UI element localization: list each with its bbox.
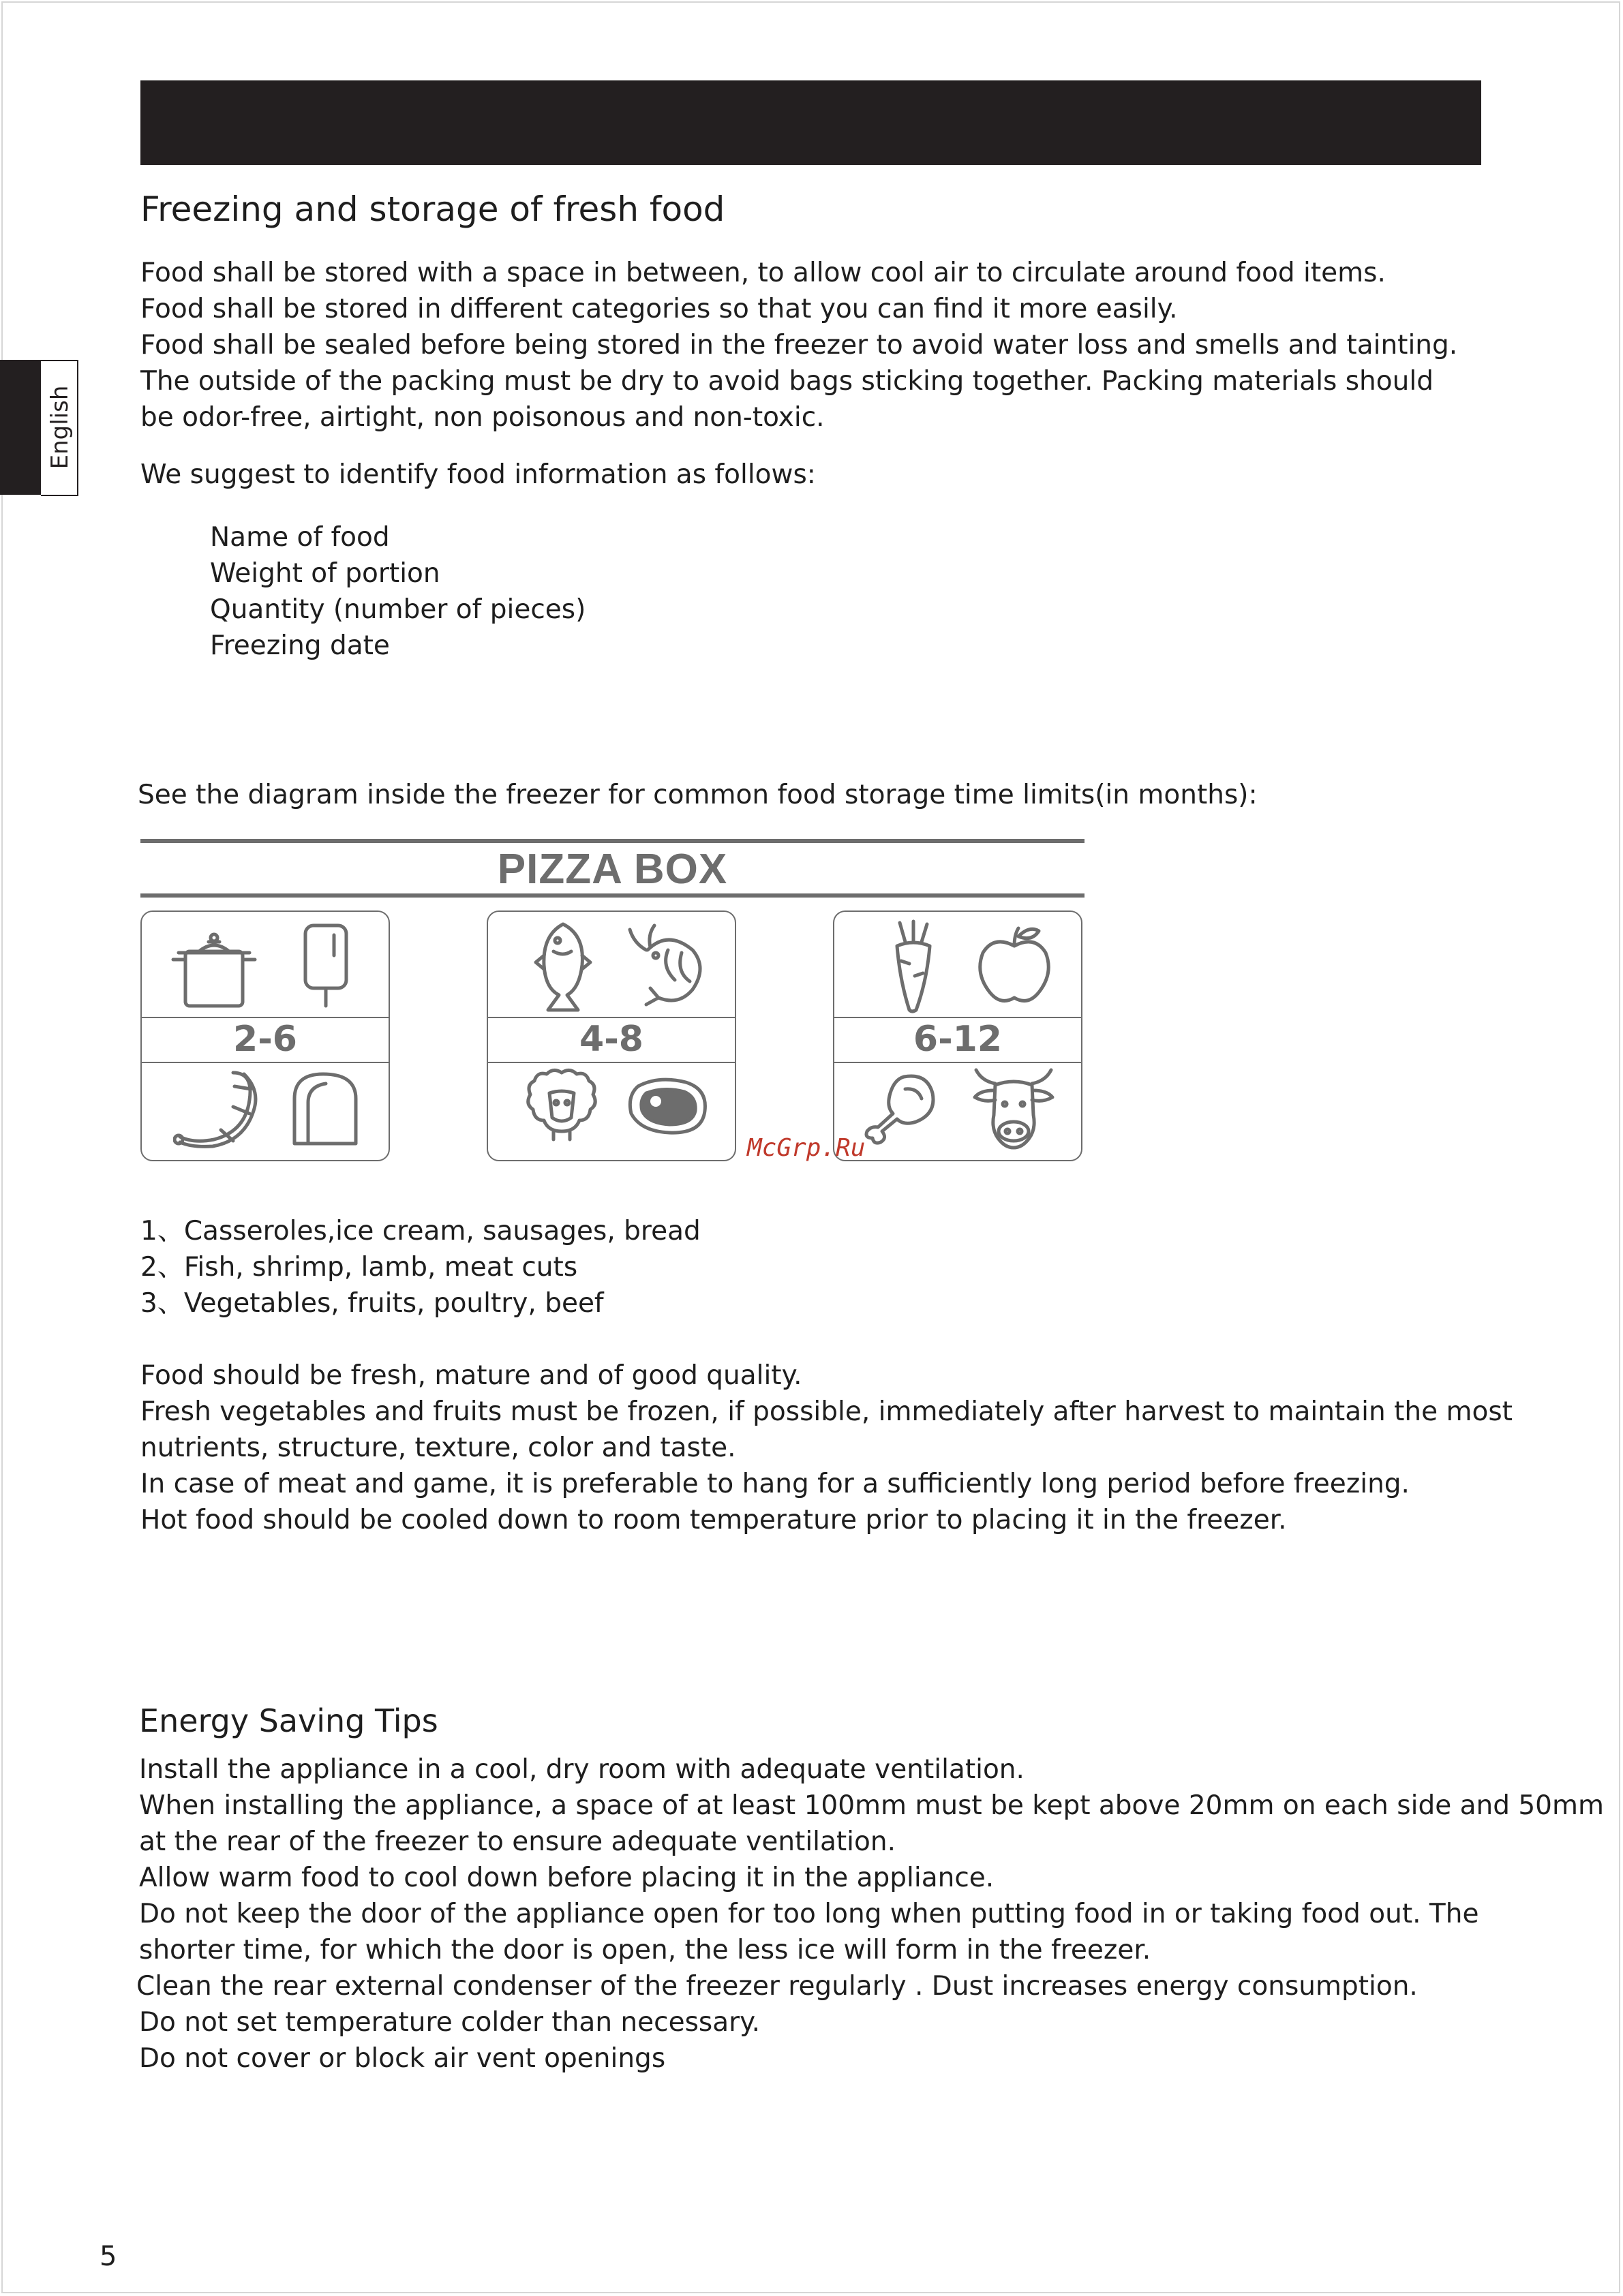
poultry-icon (862, 1069, 941, 1152)
paragraph-line: nutrients, structure, texture, color and taste. (140, 1433, 736, 1463)
paragraph-line: Food shall be stored in different categories so that you can find it more easily. (140, 294, 1178, 324)
legend-item: 3、Vegetables, fruits, poultry, beef (140, 1288, 604, 1319)
diagram-intro: See the diagram inside the freezer for common food storage time limits(in months): (138, 780, 1258, 810)
paragraph-line: Food shall be sealed before being stored in the freezer to avoid water loss and smells and tainting. (140, 330, 1458, 361)
freezing-paragraph (140, 255, 1457, 435)
section-title-freezing: Freezing and storage of fresh food (140, 189, 725, 229)
suggest-text: We suggest to identify food information as follows: (140, 459, 816, 490)
storage-box-3 (833, 910, 1082, 1161)
paragraph-line: at the rear of the freezer to ensure adequate ventilation. (139, 1826, 896, 1857)
lamb-icon (524, 1066, 600, 1142)
paragraph-line: shorter time, for which the door is open, the less ice will form in the freezer. (139, 1935, 1151, 1965)
watermark: McGrp.Ru (747, 1134, 866, 1162)
storage-legend (140, 1213, 701, 1321)
language-tab (0, 360, 78, 495)
paragraph-line: Install the appliance in a cool, dry room with adequate ventilation. (139, 1754, 1025, 1785)
list-item: Name of food (210, 522, 390, 553)
paragraph-line: Food shall be stored with a space in between, to allow cool air to circulate around food items. (140, 258, 1386, 288)
storage-range-2: 4-8 (579, 1019, 643, 1060)
paragraph-line: Fresh vegetables and fruits must be frozen, if possible, immediately after harvest to maintain the most (140, 1396, 1513, 1427)
paragraph-line: When installing the appliance, a space of at least 100mm must be kept above 20mm on each side and 50mm (139, 1790, 1604, 1821)
section-title-energy: Energy Saving Tips (139, 1702, 438, 1739)
storage-box-1 (140, 910, 390, 1161)
storage-range-1: 2-6 (233, 1019, 297, 1060)
paragraph-line: Food should be fresh, mature and of good quality. (140, 1360, 802, 1391)
pot-icon (166, 924, 262, 1013)
paragraph-line: Do not set temperature colder than necessary. (139, 2007, 761, 2038)
paragraph-line: be odor-free, airtight, non poisonous and non-toxic. (140, 402, 825, 433)
list-item: Weight of portion (210, 558, 440, 589)
header-bar (140, 80, 1481, 165)
list-item: Freezing date (210, 630, 390, 661)
energy-tips (136, 1751, 1604, 2077)
meat-cut-icon (624, 1073, 710, 1138)
paragraph-line: Hot food should be cooled down to room temperature prior to placing it in the freezer. (140, 1505, 1287, 1535)
pizza-box-bottom-rule (140, 893, 1084, 898)
pizza-box-top-rule (140, 839, 1084, 843)
storage-box-2 (487, 910, 736, 1161)
paragraph-line: In case of meat and game, it is preferable to hang for a sufficiently long period before freezing. (140, 1469, 1410, 1499)
legend-item: 1、Casseroles,ice cream, sausages, bread (140, 1216, 701, 1246)
language-label: English (46, 385, 74, 470)
paragraph-line: Allow warm food to cool down before placing it in the appliance. (139, 1863, 995, 1893)
paragraph-line: Clean the rear external condenser of the freezer regularly . Dust increases energy consumption. (136, 1971, 1418, 2002)
carrot-icon (885, 919, 942, 1015)
list-item: Quantity (number of pieces) (210, 594, 586, 625)
storage-range-3: 6-12 (913, 1019, 1003, 1060)
apple-icon (973, 921, 1055, 1010)
quality-paragraph (140, 1358, 1513, 1538)
legend-item: 2、Fish, shrimp, lamb, meat cuts (140, 1252, 578, 1283)
bread-icon (288, 1067, 363, 1149)
page-number: 5 (100, 2241, 117, 2272)
fish-icon (533, 917, 594, 1015)
cow-icon (968, 1066, 1059, 1152)
ice-cream-icon (299, 921, 353, 1011)
paragraph-line: Do not keep the door of the appliance open for too long when putting food in or taking food out. The (139, 1899, 1479, 1929)
paragraph-line: The outside of the packing must be dry to avoid bags sticking together. Packing materials should (140, 366, 1434, 397)
paragraph-line: Do not cover or block air vent openings (139, 2043, 666, 2074)
pizza-box-title: PIZZA BOX (497, 846, 728, 893)
food-info-list (210, 519, 586, 664)
sausage-icon (173, 1066, 262, 1151)
shrimp-icon (627, 923, 709, 1011)
